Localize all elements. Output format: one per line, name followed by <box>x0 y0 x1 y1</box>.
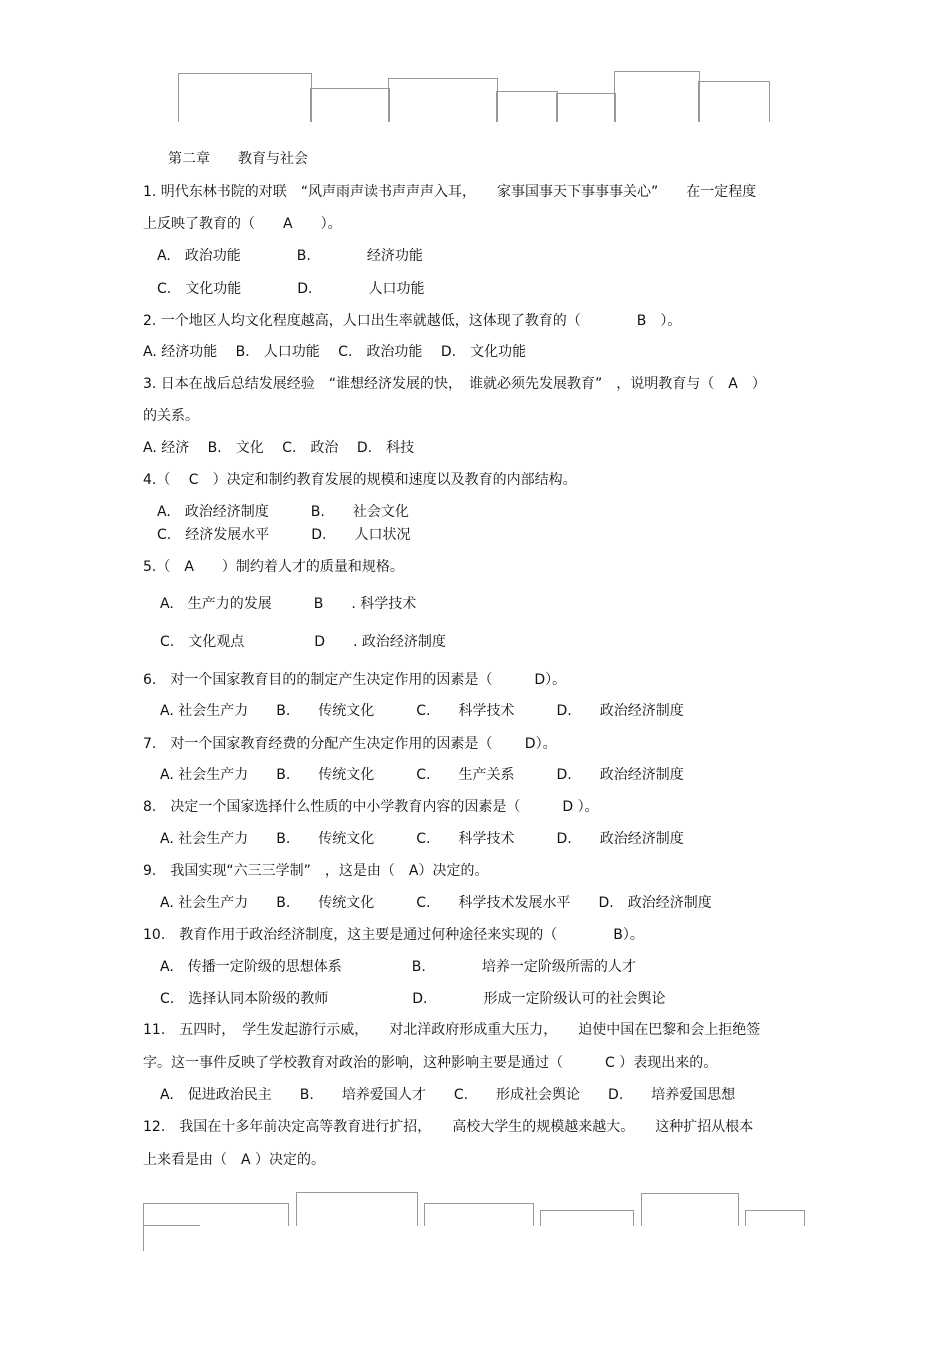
question-stem: 11. 五四时， 学生发起游行示威， 对北洋政府形成重大压力， 迫使中国在巴黎和会上拒绝签 <box>143 1022 761 1038</box>
question-options: C. 文化观点 D . 政治经济制度 <box>160 634 446 650</box>
question-options: A. 经济 B. 文化 C. 政治 D. 科技 <box>143 440 415 456</box>
question-stem: 字。这一事件反映了学校教育对政治的影响，这种影响主要是通过（ C ）表现出来的。 <box>143 1055 718 1071</box>
chapter-title: 第二章 教育与社会 <box>168 151 308 167</box>
question-options: A. 传播一定阶级的思想体系 B. 培养一定阶级所需的人才 <box>160 959 636 975</box>
question-stem: 8. 决定一个国家选择什么性质的中小学教育内容的因素是（ D ）。 <box>143 799 599 815</box>
question-stem: 1. 明代东林书院的对联 “风声雨声读书声声声入耳， 家事国事天下事事事关心” 在一定程度 <box>143 184 757 200</box>
question-stem: 4.（ C ）决定和制约教育发展的规模和速度以及教育的内部结构。 <box>143 472 577 488</box>
question-options: C. 选择认同本阶级的教师 D. 形成一定阶级认可的社会舆论 <box>160 991 666 1007</box>
question-options: C. 经济发展水平 D. 人口状况 <box>157 527 411 543</box>
question-stem: 6. 对一个国家教育目的的制定产生决定作用的因素是（ D）。 <box>143 672 567 688</box>
question-options: A. 社会生产力 B. 传统文化 C. 生产关系 D. 政治经济制度 <box>160 767 684 783</box>
question-stem: 上来看是由（ A ）决定的。 <box>143 1152 326 1168</box>
question-options: A. 政治功能 B. 经济功能 <box>157 248 423 264</box>
question-stem: 5.（ A ）制约着人才的质量和规格。 <box>143 559 404 575</box>
question-options: A. 社会生产力 B. 传统文化 C. 科学技术 D. 政治经济制度 <box>160 703 684 719</box>
question-options: A. 促进政治民主 B. 培养爱国人才 C. 形成社会舆论 D. 培养爱国思想 <box>160 1087 736 1103</box>
question-stem: 7. 对一个国家教育经费的分配产生决定作用的因素是（ D）。 <box>143 736 557 752</box>
question-stem: 9. 我国实现“六三三学制” ，这是由（ A）决定的。 <box>143 863 489 879</box>
question-options: A. 政治经济制度 B. 社会文化 <box>157 504 409 520</box>
question-stem: 上反映了教育的（ A ）。 <box>143 216 342 232</box>
question-stem: 3. 日本在战后总结发展经验 “谁想经济发展的快， 谁就必须先发展教育” ，说明教育与（ A ） <box>143 376 766 392</box>
question-stem: 的关系。 <box>143 408 199 424</box>
question-options: A. 社会生产力 B. 传统文化 C. 科学技术发展水平 D. 政治经济制度 <box>160 895 712 911</box>
question-options: C. 文化功能 D. 人口功能 <box>157 281 425 297</box>
question-stem: 12. 我国在十多年前决定高等教育进行扩招， 高校大学生的规模越来越大。 这种扩招从根本 <box>143 1119 754 1135</box>
question-stem: 2. 一个地区人均文化程度越高，人口出生率就越低，这体现了教育的（ B ）。 <box>143 313 682 329</box>
question-stem: 10. 教育作用于政治经济制度，这主要是通过何种途径来实现的（ B）。 <box>143 927 644 943</box>
question-options: A. 经济功能 B. 人口功能 C. 政治功能 D. 文化功能 <box>143 344 527 360</box>
question-options: A. 社会生产力 B. 传统文化 C. 科学技术 D. 政治经济制度 <box>160 831 684 847</box>
question-options: A. 生产力的发展 B . 科学技术 <box>160 596 417 612</box>
